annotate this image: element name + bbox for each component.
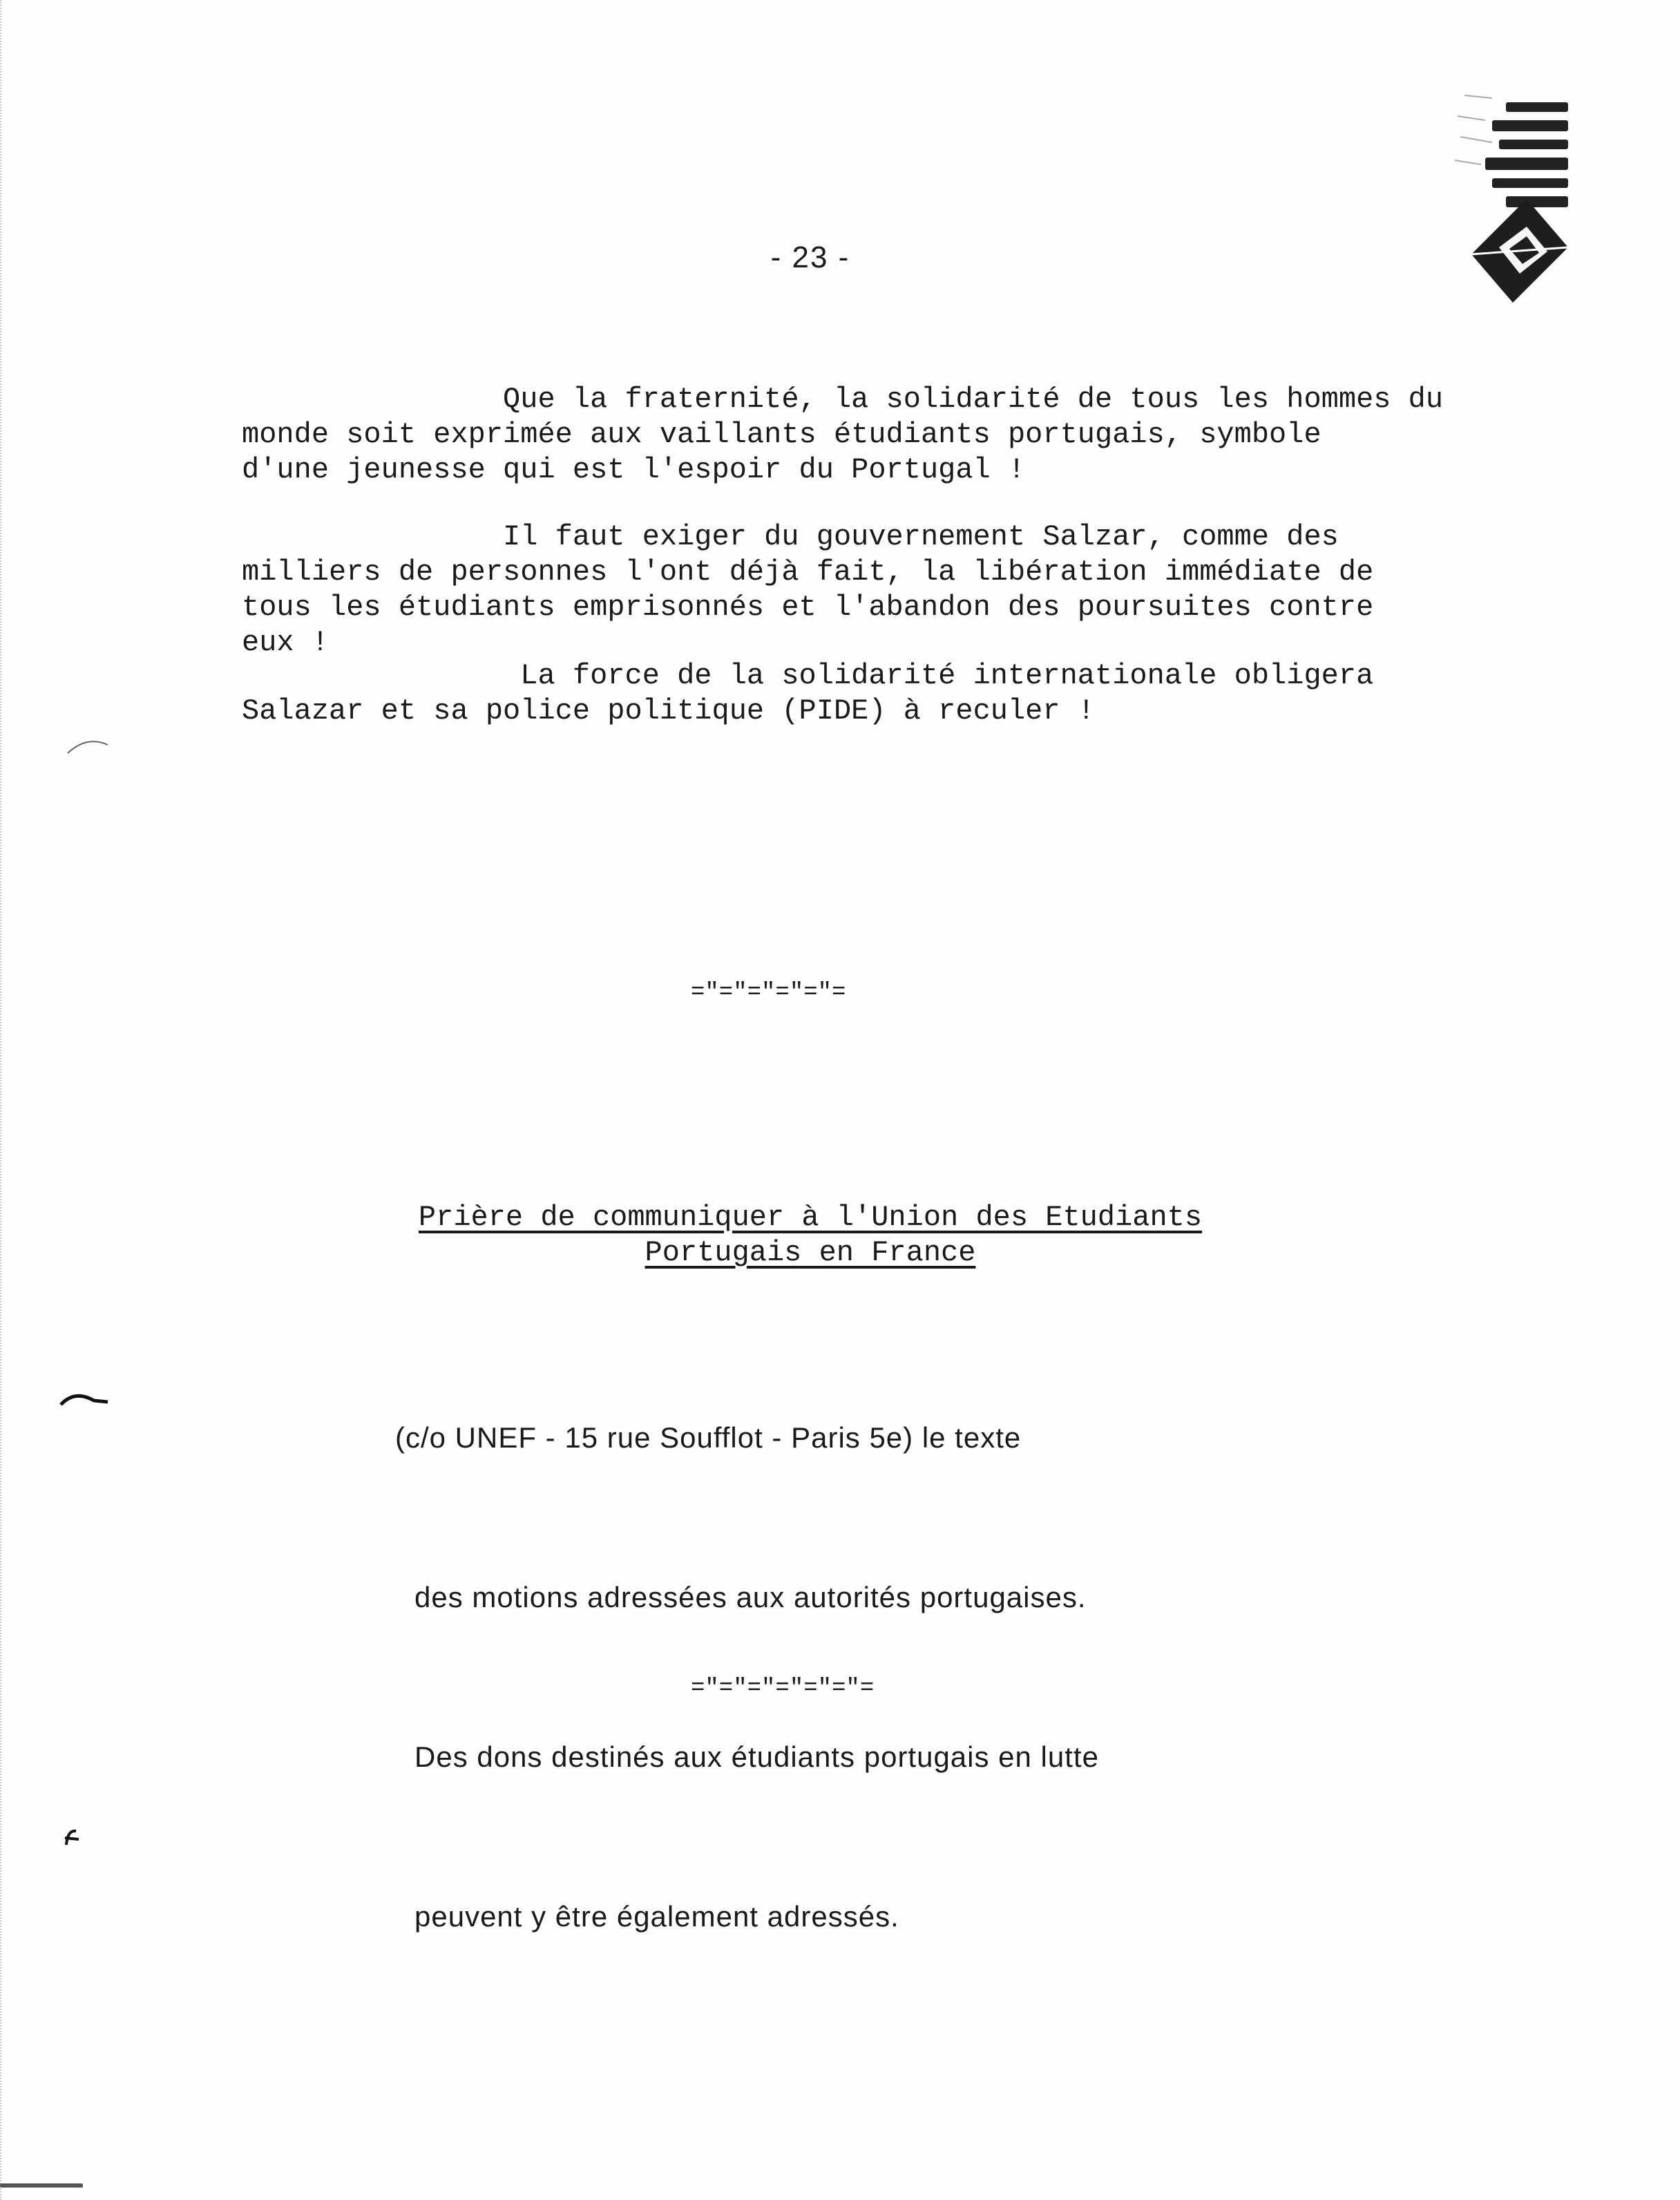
paragraph-fraternite: Que la fraternité, la solidarité de tous les hommes du monde soit exprimée aux vaillants étudiants portugais, symbole d'une jeunesse qui est l'espoir du Portugal ! (242, 383, 1444, 486)
paragraph-exiger: Il faut exiger du gouvernement Salzar, comme des milliers de personnes l'ont déjà fait, la libération immédiate de tous les étudiants emprisonnés et l'abandon des poursuites contre eux ! (242, 520, 1374, 659)
request-title-line: Portugais en France (645, 1236, 976, 1269)
request-title-line: Prière de communiquer à l'Union des Etudiants (418, 1201, 1203, 1234)
request-title (0, 1200, 1621, 1271)
scan-mark (59, 1385, 115, 1413)
paragraph-solidarite: La force de la solidarité internationale obligera Salazar et sa police politique (PIDE) à reculer ! (242, 659, 1374, 728)
request-line: peuvent y être également adressés. (414, 1900, 899, 1933)
scan-edge (0, 2183, 83, 2188)
section-divider: ="="="="="="= (691, 1676, 875, 1702)
page-number: - 23 - (770, 240, 850, 274)
section-divider: ="="="="="= (691, 980, 846, 1006)
scan-mark (66, 732, 128, 760)
scan-edge (0, 0, 8, 2200)
request-line: (c/o UNEF - 15 rue Soufflot - Paris 5e) le texte (395, 1421, 1022, 1454)
archive-stamp-logo (1451, 88, 1589, 316)
request-line: Des dons destinés aux étudiants portugais en lutte (414, 1741, 1099, 1773)
request-line: des motions adressées aux autorités portugaises. (414, 1581, 1087, 1613)
scan-mark (59, 1824, 87, 1852)
